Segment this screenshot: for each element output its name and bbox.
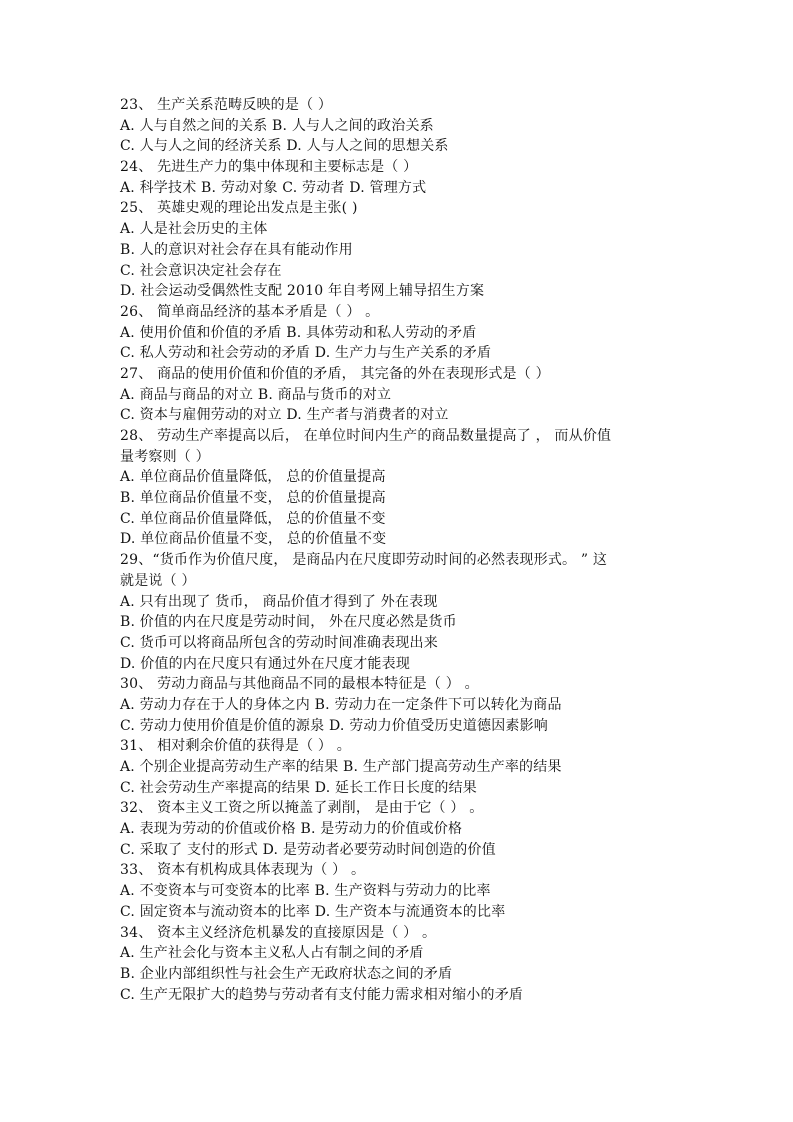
q26-stem: 26、 简单商品经济的基本矛盾是（ ） 。 [120,303,380,320]
q31-options-cd: C. 社会劳动生产率提高的结果 D. 延长工作日长度的结果 [120,779,477,796]
q30-options-cd: C. 劳动力使用价值是价值的源泉 D. 劳动力价值受历史道德因素影响 [120,717,548,734]
q28-stem-line1: 28、 劳动生产率提高以后， 在单位时间内生产的商品数量提高了 ， 而从价值 [120,428,612,444]
q24-stem: 24、 先进生产力的集中体现和主要标志是（ ） [120,159,418,176]
q29-stem-line2: 就是说（ ） [120,572,196,589]
q23-stem: 23、 生产关系范畴反映的是（ ） [120,97,333,113]
q26-options-cd: C. 私人劳动和社会劳动的矛盾 D. 生产力与生产关系的矛盾 [120,345,492,362]
q28-stem-line2: 量考察则（ ） [120,448,210,465]
question-list [120,95,680,1005]
q25-option-d: D. 社会运动受偶然性支配 2010 年自考网上辅导招生方案 [120,283,485,300]
q31-stem: 31、 相对剩余价值的获得是（ ） 。 [120,738,351,755]
q34-stem: 34、 资本主义经济危机暴发的直接原因是（ ） 。 [120,924,437,941]
q33-options-cd: C. 固定资本与流动资本的比率 D. 生产资本与流通资本的比率 [120,903,506,920]
q34-option-a: A. 生产社会化与资本主义私人占有制之间的矛盾 [120,945,424,962]
q27-options-cd: C. 资本与雇佣劳动的对立 D. 生产者与消费者的对立 [120,407,449,424]
q32-options-cd: C. 采取了 支付的形式 D. 是劳动者必要劳动时间创造的价值 [120,841,496,858]
q27-stem: 27、 商品的使用价值和价值的矛盾， 其完备的外在表现形式是（ ） [120,365,550,382]
q34-option-b: B. 企业内部组织性与社会生产无政府状态之间的矛盾 [120,965,453,982]
q33-options-ab: A. 不变资本与可变资本的比率 B. 生产资料与劳动力的比率 [120,883,491,900]
q25-option-c: C. 社会意识决定社会存在 [120,262,282,279]
q32-stem: 32、 资本主义工资之所以掩盖了剥削， 是由于它（ ） 。 [120,800,484,817]
q28-option-d: D. 单位商品价值量不变， 总的价值量不变 [120,531,387,548]
q25-option-b: B. 人的意识对社会存在具有能动作用 [120,241,353,258]
q29-option-d: D. 价值的内在尺度只有通过外在尺度才能表现 [120,655,411,672]
q29-stem-line1: 29、“货币作为价值尺度， 是商品内在尺度即劳动时间的必然表现形式。 ” 这 [120,552,608,569]
q25-stem: 25、 英雄史观的理论出发点是主张( ) [120,200,358,217]
q24-options: A. 科学技术 B. 劳动对象 C. 劳动者 D. 管理方式 [120,179,427,196]
q33-stem: 33、 资本有机构成具体表现为（ ） 。 [120,862,366,879]
q31-options-ab: A. 个别企业提高劳动生产率的结果 B. 生产部门提高劳动生产率的结果 [120,759,562,775]
q27-options-ab: A. 商品与商品的对立 B. 商品与货币的对立 [120,386,392,403]
q30-stem: 30、 劳动力商品与其他商品不同的最根本特征是（ ） 。 [120,676,479,693]
q28-option-c: C. 单位商品价值量降低， 总的价值量不变 [120,510,386,527]
q28-option-b: B. 单位商品价值量不变， 总的价值量提高 [120,490,386,507]
q34-option-c: C. 生产无限扩大的趋势与劳动者有支付能力需求相对缩小的矛盾 [120,986,524,1003]
q28-option-a: A. 单位商品价值量降低， 总的价值量提高 [120,469,386,486]
q23-options-ab: A. 人与自然之间的关系 B. 人与人之间的政治关系 [120,117,434,134]
q26-options-ab: A. 使用价值和价值的矛盾 B. 具体劳动和私人劳动的矛盾 [120,324,477,341]
q23-options-cd: C. 人与人之间的经济关系 D. 人与人之间的思想关系 [120,138,449,155]
q30-options-ab: A. 劳动力存在于人的身体之内 B. 劳动力在一定条件下可以转化为商品 [120,696,562,713]
q32-options-ab: A. 表现为劳动的价值或价格 B. 是劳动力的价值或价格 [120,821,463,838]
q29-option-b: B. 价值的内在尺度是劳动时间， 外在尺度必然是货币 [120,614,457,631]
q29-option-a: A. 只有出现了 货币， 商品价值才得到了 外在表现 [120,593,438,610]
q25-option-a: A. 人是社会历史的主体 [120,221,268,238]
q29-option-c: C. 货币可以将商品所包含的劳动时间准确表现出来 [120,634,438,651]
